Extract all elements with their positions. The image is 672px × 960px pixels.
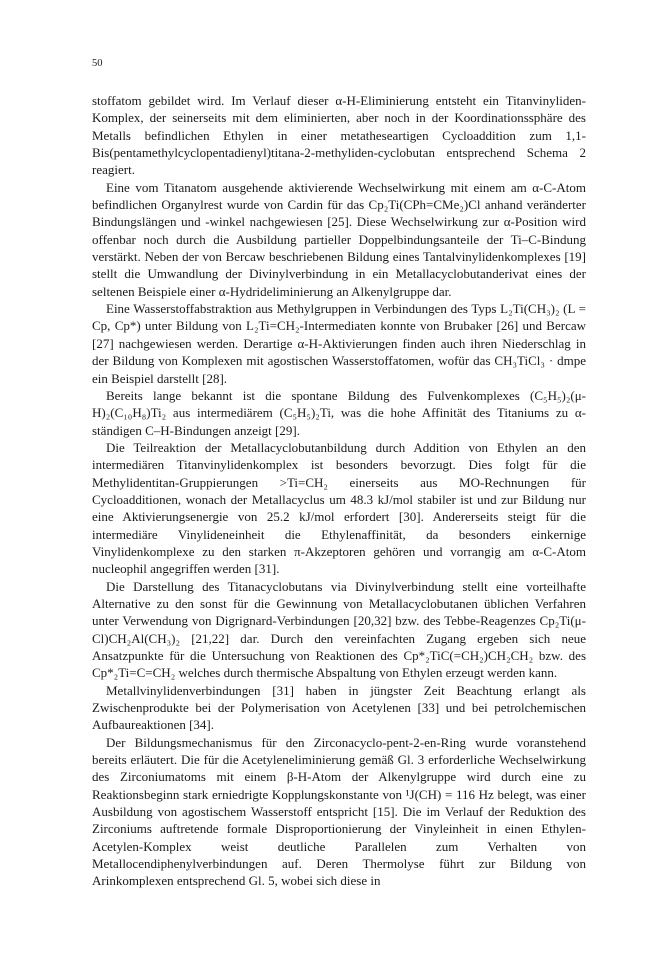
- paragraph-4: Bereits lange bekannt ist die spontane Bildung des Fulvenkomplexes (C₅H₅)₂(μ-H)₂(C₁₀H₈)Ti₂ aus intermediärem (C₅H₅)₂Ti, was die hohe Affinität des Titaniums zu α-ständigen C–H-Bindungen anzeigt [29].: [92, 387, 586, 438]
- paragraph-7: Metallvinylidenverbindungen [31] haben in jüngster Zeit Beachtung erlangt als Zwischenprodukte bei der Polymerisation von Acetylenen [33] und bei petrolchemischen Aufbaureaktionen [34].: [92, 682, 586, 733]
- body-text: [92, 92, 586, 890]
- paragraph-2: Eine vom Titanatom ausgehende aktivierende Wechselwirkung mit einem am α-C-Atom befindlichen Organylrest wurde von Cardin für das Cp₂Ti(CPh=CMe₂)Cl anhand veränderter Bindungslängen und -winkel nachgewiesen [25]. Diese Wechselwirkung zur α-Position wird offenbar noch durch die Ausbildung partieller Doppelbindungsanteile der Ti–C-Bindung verstärkt. Neben der von Bercaw beschriebenen Bildung eines Tantalvinylidenkomplexes [19] stellt die Umwandlung der Divinylverbindung in ein Metallacyclobutanderivat eines der seltenen Beispiele einer α-Hydrideliminierung an Alkenylgruppe dar.: [92, 179, 586, 299]
- paragraph-5: Die Teilreaktion der Metallacyclobutanbildung durch Addition von Ethylen an den intermediären Titanvinylidenkomplex ist besonders bevorzugt. Dies folgt für die Methylidentitan-Gruppierungen >Ti=CH₂ einerseits aus MO-Rechnungen für Cycloadditionen, wonach der Metallacyclus um 48.3 kJ/mol stabiler ist und zur Bildung nur eine Aktivierungsenergie von 25.2 kJ/mol erfordert [30]. Andererseits steigt für die intermediäre Vinylideneinheit die Ethylenaffinität, da besonders einkernige Vinylidenkomplexe zu den starken π-Akzeptoren gehören und vorrangig am α-C-Atom nucleophil angegriffen werden [31].: [92, 439, 586, 577]
- paragraph-1: stoffatom gebildet wird. Im Verlauf dieser α-H-Eliminierung entsteht ein Titanvinyliden-Komplex, der seinerseits mit dem eliminierten, aber noch in der Koordinationssphäre des Metalls befindlichen Ethylen in einer metatheseartigen Cycloaddition zum 1,1-Bis(pentamethylcyclopentadienyl)titana-2-methyliden-cyclobutan entsprechend Schema 2 reagiert.: [92, 93, 586, 178]
- paragraph-8: Der Bildungsmechanismus für den Zirconacyclo-pent-2-en-Ring wurde voranstehend bereits erläutert. Die für die Acetyleneliminierung gemäß Gl. 3 erforderliche Wechselwirkung des Zirconiumatoms mit einem β-H-Atom der Alkenylgruppe wird durch eine zu Reaktionsbeginn stark erniedrigte Kopplungskonstante von ¹J(CH) = 116 Hz belegt, was einer Ausbildung von agostischem Wasserstoff entspricht [15]. Die im Verlauf der Reduktion des Zirconiums auftretende formale Disproportionierung der Vinyleinheit in einen Ethylen-Acetylen-Komplex weist deutliche Parallelen zum Verhalten von Metallocendiphenylverbindungen auf. Deren Thermolyse führt zur Bildung von Arinkomplexen entsprechend Gl. 5, wobei sich diese in: [92, 734, 586, 889]
- paragraph-6: Die Darstellung des Titanacyclobutans via Divinylverbindung stellt eine vorteilhafte Alternative zu den sonst für die Gewinnung von Metallacyclobutanen üblichen Verfahren unter Verwendung von Digrignard-Verbindungen [20,32] bzw. des Tebbe-Reagenzes Cp₂Ti(μ-Cl)CH₂Al(CH₃)₂ [21,22] dar. Durch den vereinfachten Zugang ergeben sich neue Ansatzpunkte für die Untersuchung von Reaktionen des Cp*₂TiC(=CH₂)CH₂CH₂ bzw. des Cp*₂Ti=C=CH₂ welches durch thermische Abspaltung von Ethylen erzeugt werden kann.: [92, 578, 586, 681]
- page-number: 50: [92, 58, 103, 69]
- paragraph-3: Eine Wasserstoffabstraktion aus Methylgruppen in Verbindungen des Typs L₂Ti(CH₃)₂ (L = Cp, Cp*) unter Bildung von L₂Ti=CH₂-Intermediaten konnte von Brubaker [26] und Bercaw [27] nachgewiesen werden. Derartige α-H-Aktivierungen finden auch ihren Niederschlag in der Bildung von Komplexen mit agostischen Wasserstoffatomen, wofür das CH₃TiCl₃ · dmpe ein Beispiel darstellt [28].: [92, 301, 586, 386]
